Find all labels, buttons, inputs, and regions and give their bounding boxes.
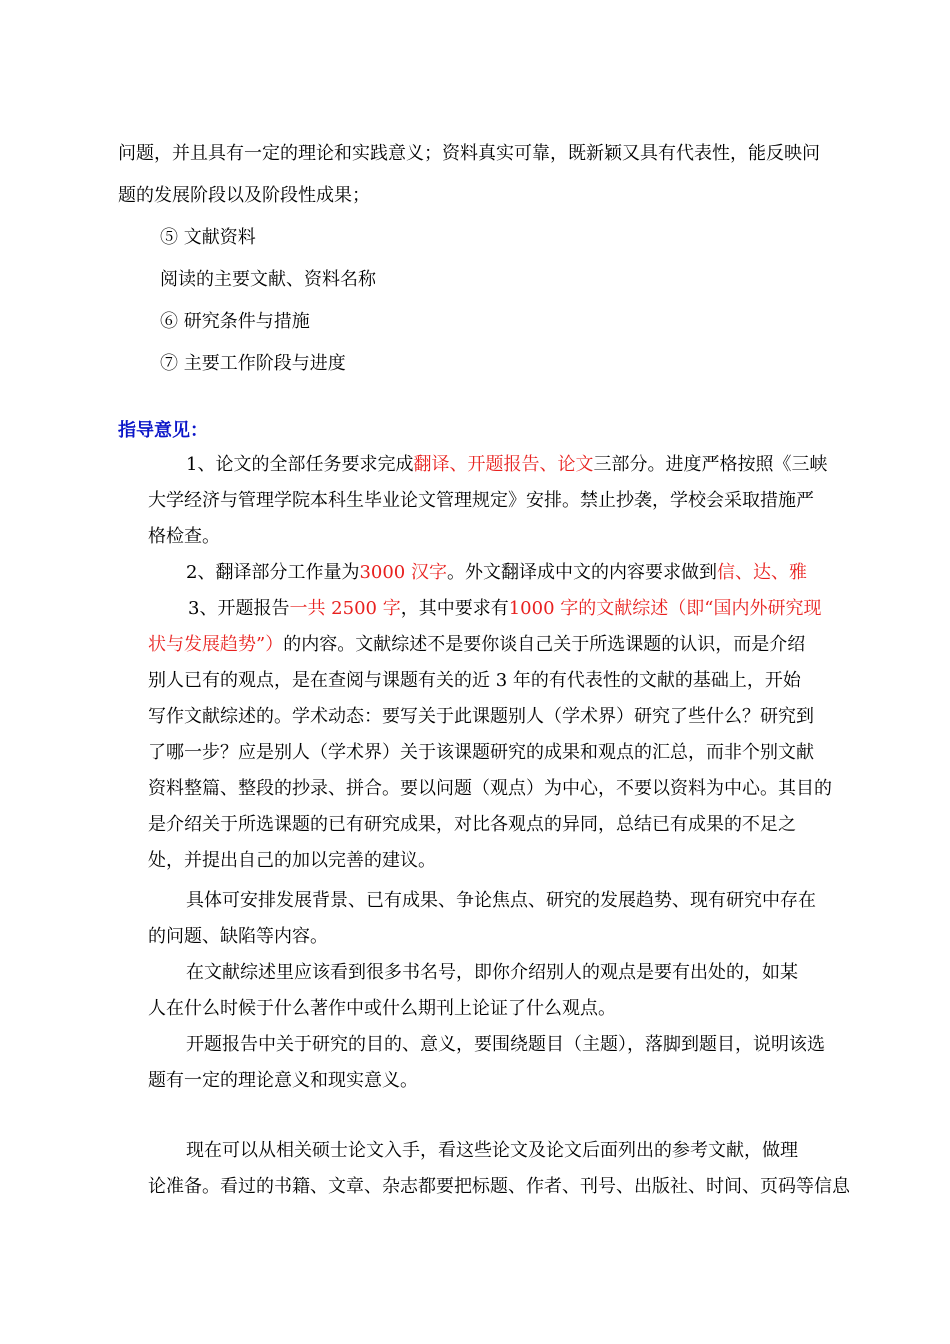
guidance-p3-line-3: 别人已有的观点，是在查阅与课题有关的近 3 年的有代表性的文献的基础上，开始	[148, 670, 801, 691]
guidance-p3-line-6: 资料整篇、整段的抄录、拼合。要以问题（观点）为中心，不要以资料为中心。其目的	[148, 778, 832, 799]
p2-highlight-1: 3000 汉字	[359, 562, 447, 583]
p3-highlight-2: 1000 字的文献综述（即“国内外研究现	[508, 598, 822, 619]
p2-middle: 。外文翻译成中文的内容要求做到	[446, 562, 717, 583]
guidance-p3-line-1	[188, 597, 821, 621]
item-7-heading: ⑦ 主要工作阶段与进度	[160, 353, 346, 374]
intro-line-2: 题的发展阶段以及阶段性成果；	[118, 185, 370, 206]
p2-prefix: 2、翻译部分工作量为	[186, 562, 360, 583]
item-5-heading: ⑤ 文献资料	[160, 227, 256, 248]
guidance-p2-line-1	[186, 561, 807, 585]
p2-highlight-2: 信、达、雅	[716, 562, 807, 583]
p3-line2-highlight: 状与发展趋势”）	[148, 634, 284, 655]
p3-line2-rest: 的内容。文献综述不是要你谈自己关于所选课题的认识，而是介绍	[283, 634, 806, 655]
guidance-p4-line-2: 的问题、缺陷等内容。	[148, 926, 328, 947]
guidance-p7-line-2: 论准备。看过的书籍、文章、杂志都要把标题、作者、刊号、出版社、时间、页码等信息	[148, 1176, 850, 1197]
guidance-heading: 指导意见：	[118, 420, 208, 441]
guidance-p3-line-5: 了哪一步？应是别人（学术界）关于该课题研究的成果和观点的汇总，而非个别文献	[148, 742, 814, 763]
guidance-p3-line-8: 处，并提出自己的加以完善的建议。	[148, 850, 436, 871]
guidance-p3-line-2	[148, 633, 805, 657]
p1-suffix: 三部分。进度严格按照《三峡	[593, 454, 828, 475]
guidance-p3-line-4: 写作文献综述的。学术动态：要写关于此课题别人（学术界）研究了些什么？研究到	[148, 706, 814, 727]
p3-highlight-1: 一共 2500 字	[289, 598, 401, 619]
guidance-p6-line-2: 题有一定的理论意义和现实意义。	[148, 1070, 418, 1091]
guidance-p3-line-7: 是介绍关于所选课题的已有研究成果，对比各观点的异同，总结已有成果的不足之	[148, 814, 796, 835]
p3-prefix: 3、开题报告	[188, 598, 290, 619]
guidance-p1-line-2: 大学经济与管理学院本科生毕业论文管理规定》安排。禁止抄袭，学校会采取措施严	[148, 490, 814, 511]
item-6-heading: ⑥ 研究条件与措施	[160, 311, 310, 332]
guidance-p5-line-2: 人在什么时候于什么著作中或什么期刊上论证了什么观点。	[148, 998, 616, 1019]
item-5-description: 阅读的主要文献、资料名称	[160, 269, 376, 290]
guidance-p4-line-1: 具体可安排发展背景、已有成果、争论焦点、研究的发展趋势、现有研究中存在	[186, 890, 816, 911]
guidance-p6-line-1: 开题报告中关于研究的目的、意义，要围绕题目（主题），落脚到题目，说明该选	[186, 1034, 825, 1055]
guidance-p7-line-1: 现在可以从相关硕士论文入手，看这些论文及论文后面列出的参考文献，做理	[186, 1140, 798, 1161]
p1-highlight: 翻译、开题报告、论文	[413, 454, 594, 475]
guidance-p5-line-1: 在文献综述里应该看到很多书名号，即你介绍别人的观点是要有出处的，如某	[186, 962, 798, 983]
p1-prefix: 1、论文的全部任务要求完成	[186, 454, 414, 475]
p3-middle: ，其中要求有	[400, 598, 509, 619]
intro-line-1: 问题，并且具有一定的理论和实践意义；资料真实可靠，既新颖又具有代表性，能反映问	[118, 143, 820, 164]
guidance-p1-line-3: 格检查。	[148, 526, 220, 547]
guidance-p1-line-1	[186, 453, 827, 477]
